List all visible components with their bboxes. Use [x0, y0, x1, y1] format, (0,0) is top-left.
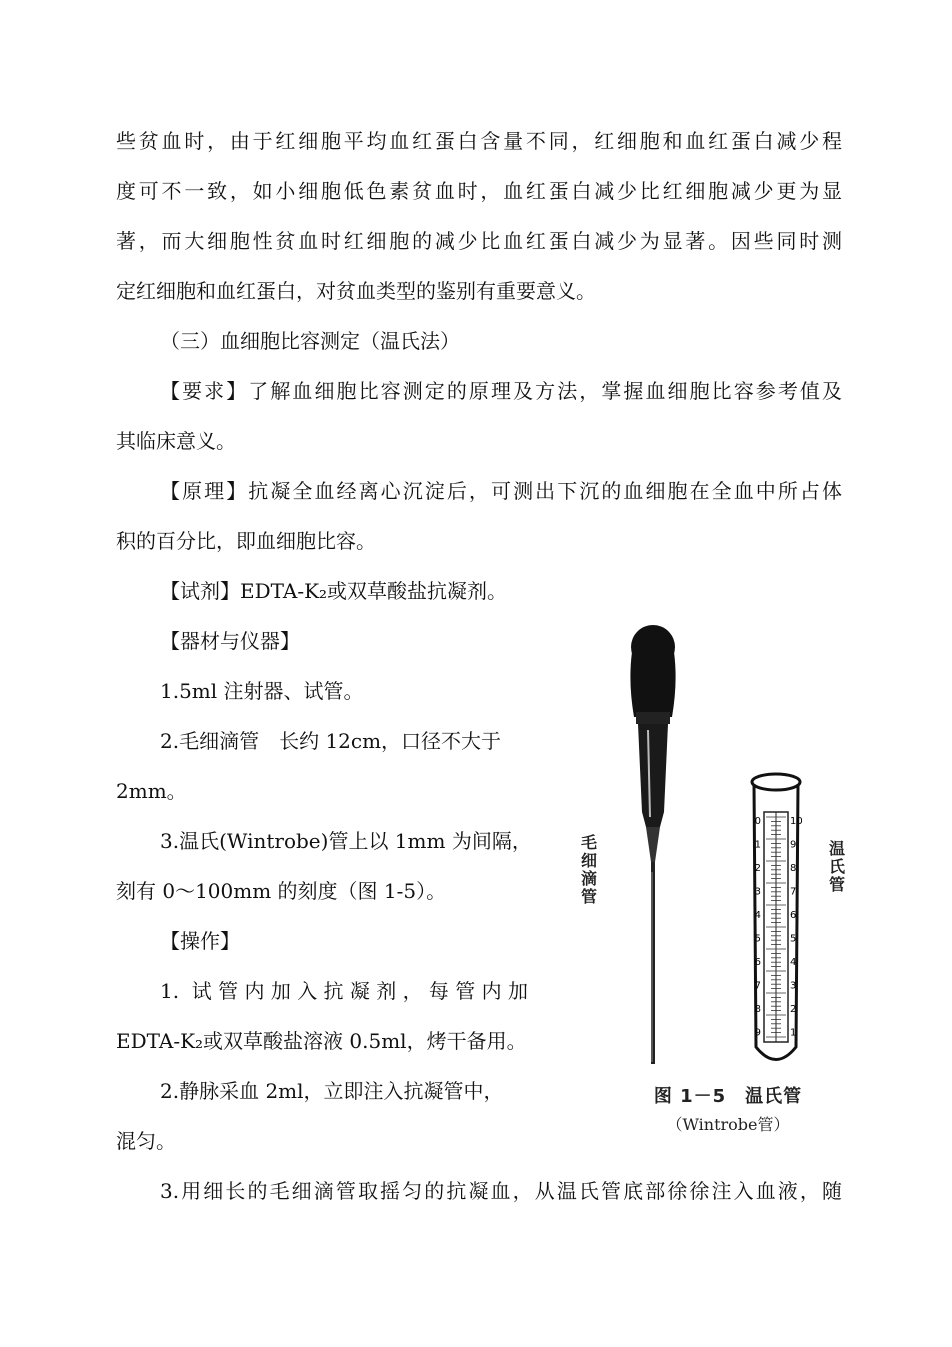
- tube-scale-left-label: 2: [754, 863, 761, 874]
- tube-scale-left-label: 5: [754, 933, 761, 945]
- figure-label-tube: 温氏管: [828, 839, 845, 894]
- figure-caption: 图 1－5 温氏管: [653, 1086, 803, 1107]
- tube-scale-left-label: 0: [754, 816, 761, 827]
- text-line: 积的百分比，即血细胞比容。: [116, 529, 376, 553]
- text-line: 混匀。: [116, 1129, 176, 1153]
- tube-scale-right-label: 1: [790, 1027, 797, 1039]
- section-heading: （三）血细胞比容测定（温氏法）: [160, 329, 460, 353]
- text-line: 2mm。: [116, 779, 187, 803]
- text-line: 【试剂】EDTA-K₂或双草酸盐抗凝剂。: [160, 579, 508, 603]
- wintrobe-tube-drawing: [752, 774, 803, 1060]
- subheading: 【操作】: [160, 929, 240, 953]
- figure-illustration: [568, 612, 868, 1157]
- text-line: 度可不一致，如小细胞低色素贫血时，血红蛋白减少比红细胞减少更为显: [116, 179, 842, 203]
- text-line: 1. 试管内加入抗凝剂，每管内加: [160, 979, 528, 1003]
- text-line: 2.毛细滴管 长约 12cm，口径不大于: [160, 729, 502, 753]
- figure-wintrobe-tube: [568, 612, 868, 1157]
- text-line: 刻有 0～100mm 的刻度（图 1-5）。: [116, 879, 447, 903]
- text-line: 其临床意义。: [116, 429, 236, 453]
- tube-scale-right-label: 7: [790, 886, 797, 898]
- tube-scale-left-label: 1: [754, 839, 761, 851]
- tube-scale-right-label: 2: [790, 1004, 797, 1015]
- text-line: 1.5ml 注射器、试管。: [160, 679, 364, 703]
- tube-scale-left-label: 4: [754, 910, 761, 921]
- figure-label-dropper: 毛细滴管: [580, 833, 597, 906]
- tube-scale-right-label: 9: [790, 839, 797, 851]
- tube-scale-right-label: 6: [790, 910, 797, 921]
- text-line: 【要求】了解血细胞比容测定的原理及方法，掌握血细胞比容参考值及: [160, 379, 842, 403]
- text-line: 2.静脉采血 2ml，立即注入抗凝管中，: [160, 1079, 504, 1103]
- tube-scale-right-label: 10: [790, 816, 803, 827]
- text-line: 些贫血时，由于红细胞平均血红蛋白含量不同，红细胞和血红蛋白减少程: [116, 129, 842, 153]
- tube-scale-left-label: 8: [754, 1004, 761, 1015]
- text-line: 【原理】抗凝全血经离心沉淀后，可测出下沉的血细胞在全血中所占体: [160, 479, 842, 503]
- subheading: 【器材与仪器】: [160, 629, 300, 653]
- tube-scale-left-label: 9: [754, 1027, 761, 1039]
- tube-scale-right-label: 8: [790, 863, 797, 874]
- tube-scale-left-label: 3: [754, 886, 761, 898]
- tube-scale-right-label: 3: [790, 980, 797, 992]
- capillary-dropper-drawing: [630, 625, 675, 1064]
- tube-scale-right-label: 5: [790, 933, 797, 945]
- text-line: EDTA-K₂或双草酸盐溶液 0.5ml，烤干备用。: [116, 1029, 527, 1053]
- tube-scale-left-label: 7: [754, 980, 761, 992]
- text-line: 著，而大细胞性贫血时红细胞的减少比血红蛋白减少为显著。因些同时测: [116, 229, 842, 253]
- figure-caption-sub: （Wintrobe管）: [666, 1115, 790, 1134]
- text-line: 定红细胞和血红蛋白，对贫血类型的鉴别有重要意义。: [116, 279, 596, 303]
- tube-scale-left-label: 6: [754, 957, 761, 968]
- text-line: 3.温氏(Wintrobe)管上以 1mm 为间隔，: [160, 829, 532, 853]
- text-line: 3.用细长的毛细滴管取摇匀的抗凝血，从温氏管底部徐徐注入血液，随: [160, 1179, 842, 1203]
- tube-scale-right-label: 4: [790, 957, 797, 968]
